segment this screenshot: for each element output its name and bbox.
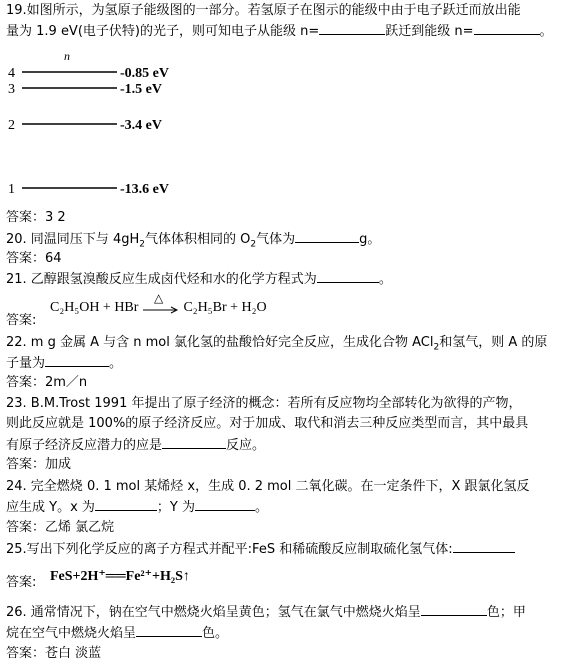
level-energy-4: -0.85 eV <box>120 66 169 81</box>
heat-symbol: △ <box>153 291 164 305</box>
answer-blank[interactable] <box>95 498 157 511</box>
answer-blank[interactable] <box>453 540 515 553</box>
q19-line2 <box>6 22 553 41</box>
reaction-arrow <box>142 291 180 316</box>
q19-line1: 19.如图所示，为氢原子能级图的一部分。若氢原子在图示的能级中由于电子跃迁而放出能 <box>6 3 521 18</box>
q23-text-b: 反应。 <box>226 438 266 453</box>
q20-answer: 答案：64 <box>6 251 62 266</box>
q19-text-b: 跃迁到能级 n= <box>385 24 474 39</box>
q23-answer: 答案：加成 <box>6 457 72 472</box>
q19-answer: 答案：3 2 <box>6 210 66 225</box>
subscript: 2 <box>250 239 257 250</box>
q22-text-a: 22. m g 金属 A 与含 n mol 氯化氢的盐酸恰好完全反应，生成化合物 ACl <box>6 335 434 350</box>
q25-line <box>6 540 515 559</box>
q25-answer-label: 答案: <box>6 575 37 590</box>
q24-line1: 24. 完全燃烧 0. 1 mol 某烯烃 x，生成 0. 2 mol 二氧化碳。在一定条件下，X 跟氯化氢反 <box>6 479 530 494</box>
level-n-2: 2 <box>8 118 15 133</box>
q26-text-c: 烷在空气中燃烧火焰呈 <box>6 626 137 641</box>
q20-text-d: g。 <box>359 232 381 247</box>
q26-line1 <box>6 603 526 622</box>
q23-line1: 23. B.M.Trost 1991 年提出了原子经济的概念：若所有反应物均全部转化为欲得的产物， <box>6 396 522 411</box>
answer-blank[interactable] <box>162 436 226 449</box>
q24-text-c: 。 <box>254 500 268 515</box>
q24-answer: 答案：乙烯 氯乙烷 <box>6 520 115 535</box>
answer-blank[interactable] <box>295 230 359 243</box>
q20-text-a: 20. 同温同压下与 4gH <box>6 232 140 247</box>
level-n-4: 4 <box>8 66 15 81</box>
energy-level-diagram <box>4 50 194 200</box>
q22-text-d: 。 <box>109 356 123 371</box>
level-n-1: 1 <box>8 182 15 197</box>
q19-text-a: 量为 1.9 eV(电子伏特)的光子，则可知电子从能级 n= <box>6 24 320 39</box>
arrow-icon <box>142 302 180 318</box>
q21-text-a: 21. 乙醇跟氢溴酸反应生成卤代烃和水的化学方程式为 <box>6 272 317 287</box>
q26-text-a: 26. 通常情况下，钠在空气中燃烧火焰呈黄色；氢气在氯气中燃烧火焰呈 <box>6 605 421 620</box>
subscript: 2 <box>433 342 440 353</box>
q19-text-c: 。 <box>539 24 553 39</box>
q25-equation: FeS+2H⁺══Fe²⁺+H₂S↑ <box>50 569 190 584</box>
answer-blank[interactable] <box>317 270 379 283</box>
q26-text-b: 色；甲 <box>486 605 526 620</box>
subscript: 2 <box>139 239 145 250</box>
answer-blank[interactable] <box>195 498 255 511</box>
q21-equation <box>50 291 267 316</box>
q26-text-d: 色。 <box>202 626 229 641</box>
level-n-3: 3 <box>8 82 15 97</box>
q20-text-b: 气体体积相同的 O <box>144 232 251 247</box>
energy-level-svg <box>4 50 194 200</box>
q22-text-b: 和氢气，则 A 的原 <box>439 335 548 350</box>
answer-blank[interactable] <box>319 22 385 35</box>
q21-answer-label: 答案: <box>6 313 37 328</box>
answer-blank[interactable] <box>136 624 202 637</box>
eq-right: C₂H₅Br + H₂O <box>183 300 267 316</box>
q21-line <box>6 270 392 289</box>
q26-answer: 答案：苍白 淡蓝 <box>6 646 102 661</box>
level-energy-1: -13.6 eV <box>120 182 169 197</box>
q20-text-c: 气体为 <box>256 232 296 247</box>
n-label: n <box>64 50 70 63</box>
q21-text-b: 。 <box>378 272 392 287</box>
q23-text-a: 有原子经济反应潜力的应是 <box>6 438 163 453</box>
answer-blank[interactable] <box>421 603 487 616</box>
q24-line2 <box>6 498 268 517</box>
q22-line2 <box>6 354 122 373</box>
q26-line2 <box>6 624 228 643</box>
eq-left: C₂H₅OH + HBr <box>50 300 139 316</box>
answer-blank[interactable] <box>474 22 540 35</box>
level-energy-3: -1.5 eV <box>120 82 162 97</box>
q20-line <box>6 230 380 254</box>
q22-text-c: 子量为 <box>6 356 46 371</box>
q23-line3 <box>6 436 265 455</box>
answer-blank[interactable] <box>45 354 109 367</box>
q25-text-a: 25.写出下列化学反应的离子方程式并配平:FeS 和稀硫酸反应制取硫化氢气体: <box>6 542 453 557</box>
level-energy-2: -3.4 eV <box>120 118 162 133</box>
q22-answer: 答案：2m／n <box>6 375 88 390</box>
q24-text-a: 应生成 Y。x 为 <box>6 500 95 515</box>
q23-line2: 则此反应就是 100%的原子经济反应。对于加成、取代和消去三种反应类型而言，其中最具 <box>6 416 529 431</box>
q24-text-b: ；Y 为 <box>156 500 195 515</box>
